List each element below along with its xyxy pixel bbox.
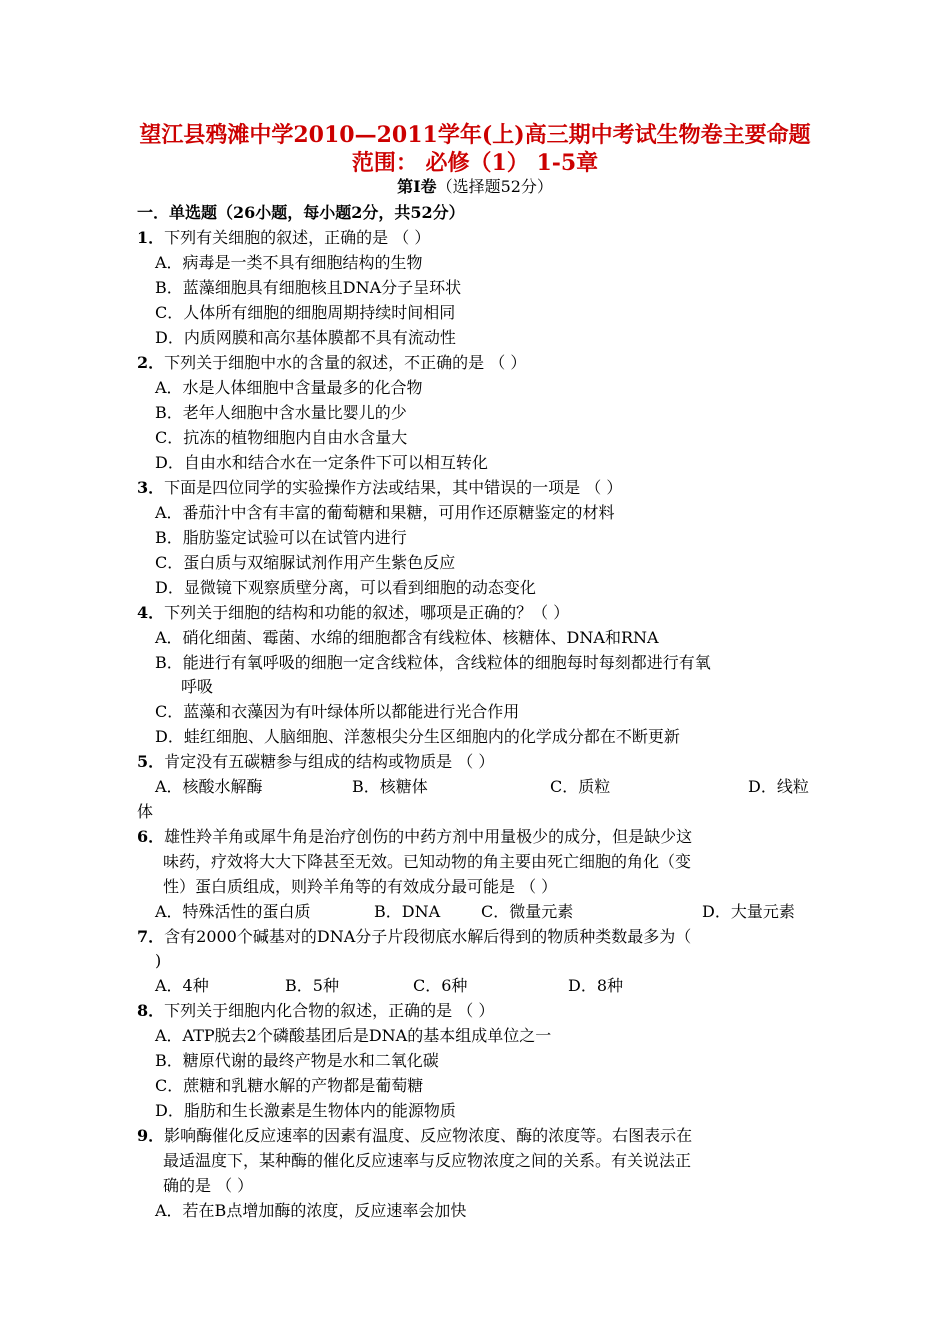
question-9	[137, 1124, 692, 1148]
option: B．糖原代谢的最终产物是水和二氧化碳	[155, 1051, 439, 1070]
question-number: 1．	[137, 228, 165, 247]
question-stem-continuation: 确的是 （ ）	[163, 1176, 254, 1195]
option: C．6种	[413, 976, 468, 995]
question-number: 7．	[137, 927, 165, 946]
question-stem: 含有2000个碱基对的DNA分子片段彻底水解后得到的物质种类数最多为（	[164, 927, 692, 946]
question-stem: 下列关于细胞的结构和功能的叙述，哪项是正确的？（ ）	[164, 603, 570, 622]
option-continuation: 体	[137, 802, 154, 821]
option-continuation: 呼吸	[181, 677, 214, 696]
question-stem: 下列有关细胞的叙述，正确的是 （ ）	[164, 228, 431, 247]
option: C．人体所有细胞的细胞周期持续时间相同	[155, 303, 456, 322]
option: B．核糖体	[352, 777, 428, 796]
option: B．脂肪鉴定试验可以在试管内进行	[155, 528, 407, 547]
question-number: 6．	[137, 827, 165, 846]
option: D．自由水和结合水在一定条件下可以相互转化	[155, 453, 488, 472]
question-stem: 下面是四位同学的实验操作方法或结果，其中错误的一项是 （ ）	[164, 478, 623, 497]
question-number: 8．	[137, 1001, 165, 1020]
question-1	[137, 226, 430, 250]
volume-note: （选择题52分）	[436, 177, 553, 196]
question-number: 4．	[137, 603, 165, 622]
option: C．抗冻的植物细胞内自由水含量大	[155, 428, 408, 447]
question-3	[137, 476, 622, 500]
question-number: 9．	[137, 1126, 165, 1145]
option: C．蔗糖和乳糖水解的产物都是葡萄糖	[155, 1076, 424, 1095]
exam-title-line1: 望江县鸦滩中学2010—2011学年(上)高三期中考试生物卷主要命题	[139, 122, 811, 148]
volume-heading	[120, 176, 830, 198]
question-stem: 雄性羚羊角或犀牛角是治疗创伤的中药方剂中用量极少的成分，但是缺少这	[164, 827, 693, 846]
option: D．内质网膜和高尔基体膜都不具有流动性	[155, 328, 456, 347]
option: B．DNA	[374, 902, 441, 921]
option: D．蛙红细胞、人脑细胞、洋葱根尖分生区细胞内的化学成分都在不断更新	[155, 727, 680, 746]
volume-label: 第Ⅰ卷	[397, 177, 437, 196]
option: A．4种	[155, 976, 209, 995]
question-stem-continuation: )	[155, 951, 162, 970]
question-stem: 下列关于细胞中水的含量的叙述，不正确的是 （ ）	[164, 353, 527, 372]
question-number: 3．	[137, 478, 165, 497]
option: A．核酸水解酶	[155, 777, 263, 796]
exam-title-line2: 范围： 必修（1） 1-5章	[351, 150, 599, 176]
option: D．线粒	[748, 777, 809, 796]
option: A．病毒是一类不具有细胞结构的生物	[155, 253, 423, 272]
question-4	[137, 601, 569, 625]
question-stem: 肯定没有五碳糖参与组成的结构或物质是 （ ）	[164, 752, 495, 771]
question-stem: 下列关于细胞内化合物的叙述，正确的是 （ ）	[164, 1001, 495, 1020]
question-2	[137, 351, 526, 375]
question-stem-continuation: 性）蛋白质组成，则羚羊角等的有效成分最可能是 （ ）	[163, 877, 558, 896]
option: C．蛋白质与双缩脲试剂作用产生紫色反应	[155, 553, 456, 572]
option: D．脂肪和生长激素是生物体内的能源物质	[155, 1101, 456, 1120]
option: A．特殊活性的蛋白质	[155, 902, 311, 921]
option: C．蓝藻和衣藻因为有叶绿体所以都能进行光合作用	[155, 702, 520, 721]
option: A．若在B点增加酶的浓度，反应速率会加快	[155, 1201, 467, 1220]
question-number: 5．	[137, 752, 165, 771]
option: D．8种	[568, 976, 624, 995]
section-heading: 一．单选题（26小题，每小题2分，共52分）	[137, 203, 465, 222]
option: B．蓝藻细胞具有细胞核且DNA分子呈环状	[155, 278, 462, 297]
option: A．番茄汁中含有丰富的葡萄糖和果糖，可用作还原糖鉴定的材料	[155, 503, 615, 522]
question-number: 2．	[137, 353, 165, 372]
option: C．微量元素	[481, 902, 574, 921]
question-8	[137, 999, 494, 1023]
question-6	[137, 825, 692, 849]
question-7	[137, 925, 691, 949]
question-stem: 影响酶催化反应速率的因素有温度、反应物浓度、酶的浓度等。右图表示在	[164, 1126, 693, 1145]
option: A．水是人体细胞中含量最多的化合物	[155, 378, 423, 397]
question-stem-continuation: 最适温度下，某种酶的催化反应速率与反应物浓度之间的关系。有关说法正	[163, 1151, 692, 1170]
option: B．5种	[285, 976, 339, 995]
option: B．能进行有氧呼吸的细胞一定含线粒体，含线粒体的细胞每时每刻都进行有氧	[155, 653, 711, 672]
option: D．显微镜下观察质壁分离，可以看到细胞的动态变化	[155, 578, 536, 597]
question-5	[137, 750, 494, 774]
option: A．ATP脱去2个磷酸基团后是DNA的基本组成单位之一	[155, 1026, 552, 1045]
option: A．硝化细菌、霉菌、水绵的细胞都含有线粒体、核糖体、DNA和RNA	[155, 628, 659, 647]
option: C．质粒	[550, 777, 611, 796]
option: B．老年人细胞中含水量比婴儿的少	[155, 403, 407, 422]
question-stem-continuation: 味药，疗效将大大下降甚至无效。已知动物的角主要由死亡细胞的角化（变	[163, 852, 692, 871]
option: D．大量元素	[702, 902, 795, 921]
